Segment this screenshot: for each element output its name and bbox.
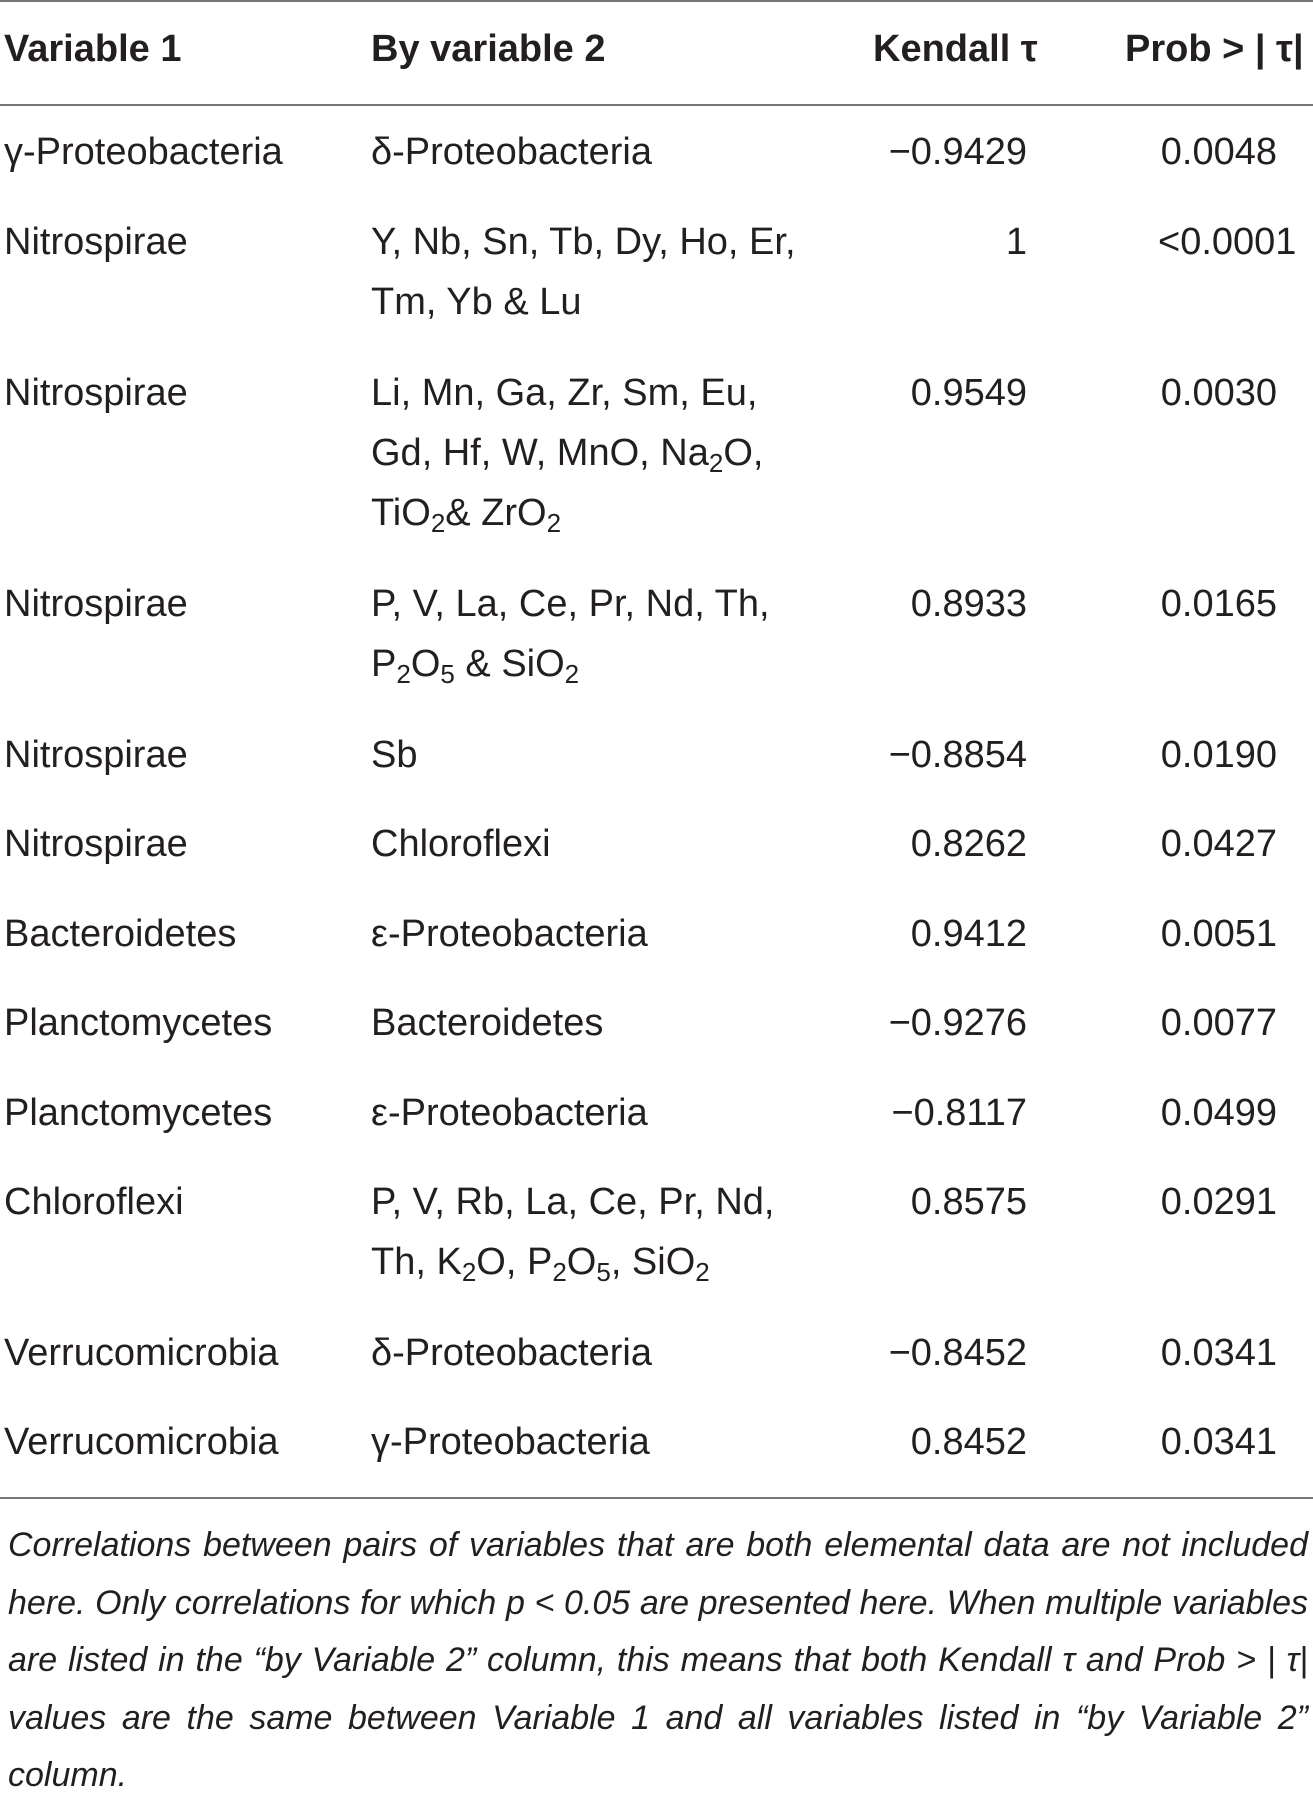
- cell-variable-2: Tm, Yb & Lu: [371, 281, 582, 323]
- cell-prob: 0.0030: [1160, 372, 1277, 414]
- table-footnote: Correlations between pairs of variables that are both elemental data are not included here. Only correlations for which p < 0.05 are presented here. When multiple variables are listed in the “by Variable 2” column, this means that both Kendall τ and Prob > | τ| values are the same between Variable 1 and all variables listed in “by Variable 2” column.: [8, 1526, 1308, 1794]
- cell-variable-2: P, V, Rb, La, Ce, Pr, Nd,: [371, 1181, 775, 1223]
- cell-kendall-tau: 0.8575: [910, 1181, 1027, 1223]
- cell-prob: 0.0048: [1160, 131, 1277, 173]
- cell-variable-2: ε-Proteobacteria: [371, 913, 648, 955]
- cell-prob: 0.0165: [1160, 583, 1277, 625]
- cell-variable-2: Bacteroidetes: [371, 1002, 604, 1044]
- cell-variable-2: P, V, La, Ce, Pr, Nd, Th,: [371, 583, 770, 625]
- header-kendall-tau: Kendall τ: [873, 28, 1038, 70]
- cell-variable-2: Li, Mn, Ga, Zr, Sm, Eu,: [371, 372, 758, 414]
- cell-prob: 0.0051: [1160, 913, 1277, 955]
- cell-variable-2: Sb: [371, 734, 418, 776]
- cell-variable-2: γ-Proteobacteria: [371, 1421, 650, 1463]
- cell-prob: <0.0001: [1158, 221, 1297, 263]
- cell-variable-1: Nitrospirae: [4, 583, 188, 625]
- cell-variable-1: Nitrospirae: [4, 221, 188, 263]
- cell-variable-2: ε-Proteobacteria: [371, 1092, 648, 1134]
- cell-variable-2: Th, $K_2O$, $P_2O_5$, SiO$_2$: [371, 1241, 710, 1287]
- cell-variable-2: TiO$_2$& ZrO$_2$: [371, 492, 562, 538]
- cell-variable-2: δ-Proteobacteria: [371, 131, 652, 173]
- cell-variable-2: Y, Nb, Sn, Tb, Dy, Ho, Er,: [371, 221, 796, 263]
- cell-variable-1: Nitrospirae: [4, 734, 188, 776]
- cell-kendall-tau: 0.9412: [910, 913, 1027, 955]
- header-variable-2: By variable 2: [371, 28, 606, 70]
- cell-prob: 0.0291: [1160, 1181, 1277, 1223]
- cell-prob: 0.0077: [1160, 1002, 1277, 1044]
- cell-prob: 0.0341: [1160, 1421, 1277, 1463]
- cell-kendall-tau: 0.8933: [910, 583, 1027, 625]
- cell-kendall-tau: 0.8262: [910, 823, 1027, 865]
- cell-kendall-tau: 0.9549: [910, 372, 1027, 414]
- cell-kendall-tau: −0.8854: [888, 734, 1027, 776]
- header-variable-1: Variable 1: [4, 28, 182, 70]
- cell-prob: 0.0190: [1160, 734, 1277, 776]
- cell-variable-2: $P_2O_5$ & SiO$_2$: [371, 643, 580, 689]
- cell-kendall-tau: 1: [1005, 221, 1027, 263]
- cell-variable-2: δ-Proteobacteria: [371, 1332, 652, 1374]
- bottom-rule: [0, 1497, 1313, 1499]
- cell-variable-2: Chloroflexi: [371, 823, 551, 865]
- cell-variable-1: Verrucomicrobia: [4, 1332, 279, 1374]
- cell-variable-1: Nitrospirae: [4, 823, 188, 865]
- cell-prob: 0.0499: [1160, 1092, 1277, 1134]
- cell-prob: 0.0427: [1160, 823, 1277, 865]
- cell-kendall-tau: 0.8452: [910, 1421, 1027, 1463]
- cell-variable-1: Planctomycetes: [4, 1002, 273, 1044]
- cell-kendall-tau: −0.9429: [888, 131, 1027, 173]
- cell-variable-1: Bacteroidetes: [4, 913, 237, 955]
- cell-variable-1: Nitrospirae: [4, 372, 188, 414]
- cell-kendall-tau: −0.8117: [891, 1092, 1027, 1134]
- cell-variable-1: Verrucomicrobia: [4, 1421, 279, 1463]
- cell-variable-1: γ-Proteobacteria: [4, 131, 283, 173]
- header-rule: [0, 104, 1313, 106]
- top-rule: [0, 0, 1313, 2]
- cell-prob: 0.0341: [1160, 1332, 1277, 1374]
- cell-variable-2: Gd, Hf, W, MnO, $Na_2O$,: [371, 432, 764, 478]
- cell-variable-1: Planctomycetes: [4, 1092, 273, 1134]
- cell-variable-1: Chloroflexi: [4, 1181, 184, 1223]
- header-prob: Prob > | τ|: [1125, 28, 1304, 70]
- cell-kendall-tau: −0.9276: [888, 1002, 1027, 1044]
- cell-kendall-tau: −0.8452: [888, 1332, 1027, 1374]
